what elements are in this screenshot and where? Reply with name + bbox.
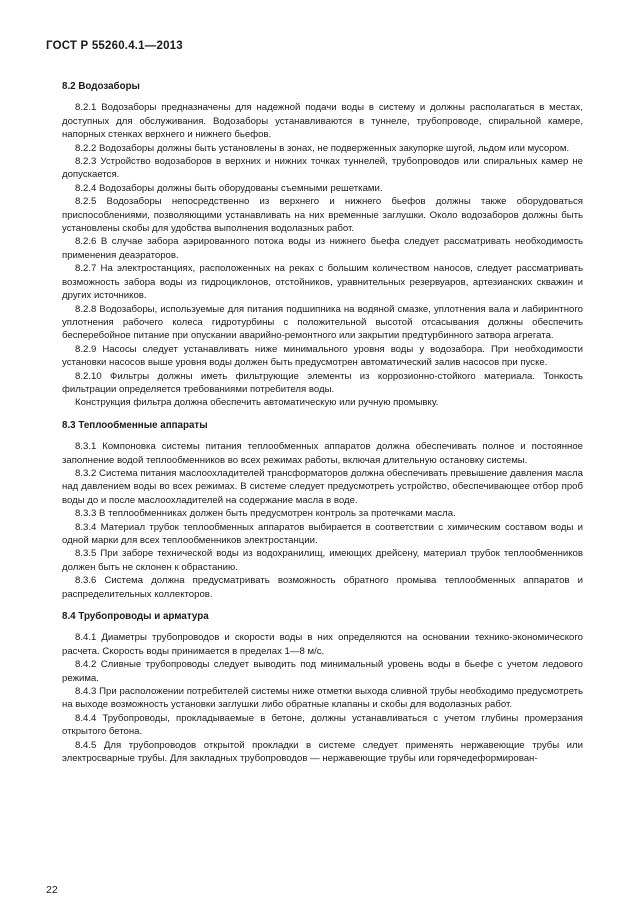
paragraph: Конструкция фильтра должна обеспечить автоматическую или ручную промывку. — [75, 397, 439, 409]
paragraph: 8.4.5 Для трубопроводов открытой прокладки в системе следует применять нержавеющие трубы или электросварные трубы. Для закладных трубопроводов — нержавеющие трубы или горячедеформирован- — [62, 739, 583, 765]
paragraph: 8.2.4 Водозаборы должны быть оборудованы съемными решетками. — [75, 182, 383, 194]
section-8-2 — [62, 80, 583, 410]
paragraph: 8.2.3 Устройство водозаборов в верхних и нижних точках туннелей, трубопроводов или спиральных камер не допускается. — [62, 156, 583, 181]
paragraph: 8.2.1 Водозаборы предназначены для надежной подачи воды в систему и должны располагаться в местах, доступных для обслуживания. Водозаборы устанавливаются в туннеле, трубопроводе, спиральной камере, напорных стенках верхнего и нижнего бьефов. — [62, 102, 583, 141]
section-8-3 — [62, 419, 583, 601]
paragraph: 8.2.8 Водозаборы, используемые для питания подшипника на водяной смазке, уплотнения вала и лабиринтного уплотнения рабочего колеса гидротурбины с положительной высотой отсасывания должны обеспечить бесперебойное питание при опускании аварийно-ремонтного или закрытии предтурбинного затвора агрегата. — [62, 303, 583, 342]
paragraph: 8.2.7 На электростанциях, расположенных на реках с большим количеством наносов, следует рассматривать возможность забора воды из гидроциклонов, отстойников, уравнительных резервуаров, артезианских скважин и других источников. — [62, 263, 583, 302]
section-heading: 8.3 Теплообменные аппараты — [62, 419, 208, 431]
paragraph: 8.2.10 Фильтры должны иметь фильтрующие элементы из коррозионно-стойкого материала. Тонкость фильтрации определяется требованиями потребителя воды. — [62, 370, 583, 395]
document-header: ГОСТ Р 55260.4.1—2013 — [46, 40, 183, 52]
paragraph: 8.3.5 При заборе технической воды из водохранилищ, имеющих дрейсену, материал трубок теплообменников должен быть не склонен к обрастанию. — [62, 548, 583, 573]
section-heading: 8.2 Водозаборы — [62, 81, 140, 92]
paragraph: 8.4.3 При расположении потребителей системы ниже отметки выхода сливной трубы необходимо предусмотреть на выходе возможность установки заглушки либо обратные клапаны и скобы для водолазных работ. — [62, 686, 583, 711]
paragraph: 8.4.2 Сливные трубопроводы следует выводить под минимальный уровень воды в бьефе с учетом ледового режима. — [62, 659, 583, 684]
section-heading: 8.4 Трубопроводы и арматура — [62, 611, 209, 623]
paragraph: 8.3.6 Система должна предусматривать возможность обратного промыва теплообменных аппаратов и распределительных коллекторов. — [62, 575, 583, 600]
paragraph: 8.3.2 Система питания маслоохладителей трансформаторов должна обеспечивать превышение давления масла над давлением воды во всех режимах. В системе следует предусмотреть устройство, обеспечивающее отбор проб воды до и после маслоохладителей на содержание масла в воде. — [62, 467, 583, 506]
section-8-4 — [62, 610, 583, 765]
page-number: 22 — [46, 884, 58, 896]
paragraph: 8.4.1 Диаметры трубопроводов и скорости воды в них определяются на основании технико-экономического расчета. Скорость воды принимается в пределах 1—8 м/с. — [62, 632, 583, 657]
paragraph: 8.2.5 Водозаборы непосредственно из верхнего и нижнего бьефов должны также оборудоваться приспособлениями, позволяющими устанавливать на них временные заглушки. Около водозаборов должны быть установлены скобы для удобства выполнения водолазных работ. — [62, 196, 583, 235]
page-content — [62, 80, 583, 766]
paragraph: 8.2.9 Насосы следует устанавливать ниже минимального уровня воды у водозабора. При необходимости установки насосов выше уровня воды должен быть предусмотрен автоматический залив насосов при пуске. — [62, 343, 583, 369]
paragraph: 8.4.4 Трубопроводы, прокладываемые в бетоне, должны устанавливаться с учетом глубины промерзания открытого бетона. — [62, 712, 583, 738]
paragraph: 8.2.6 В случае забора аэрированного потока воды из нижнего бьефа следует рассматривать необходимость применения деаэраторов. — [62, 236, 583, 261]
paragraph: 8.2.2 Водозаборы должны быть установлены в зонах, не подверженных закупорке шугой, льдом или мусором. — [75, 142, 570, 154]
paragraph: 8.3.3 В теплообменниках должен быть предусмотрен контроль за протечками масла. — [75, 508, 456, 520]
paragraph: 8.3.1 Компоновка системы питания теплообменных аппаратов должна обеспечивать полное и постоянное заполнение водой теплообменников во всех режимах работы, включая длительную остановку системы. — [62, 441, 583, 466]
paragraph: 8.3.4 Материал трубок теплообменных аппаратов выбирается в соответствии с химическим составом воды и одной марки для всех теплообменников электростанции. — [62, 521, 583, 546]
